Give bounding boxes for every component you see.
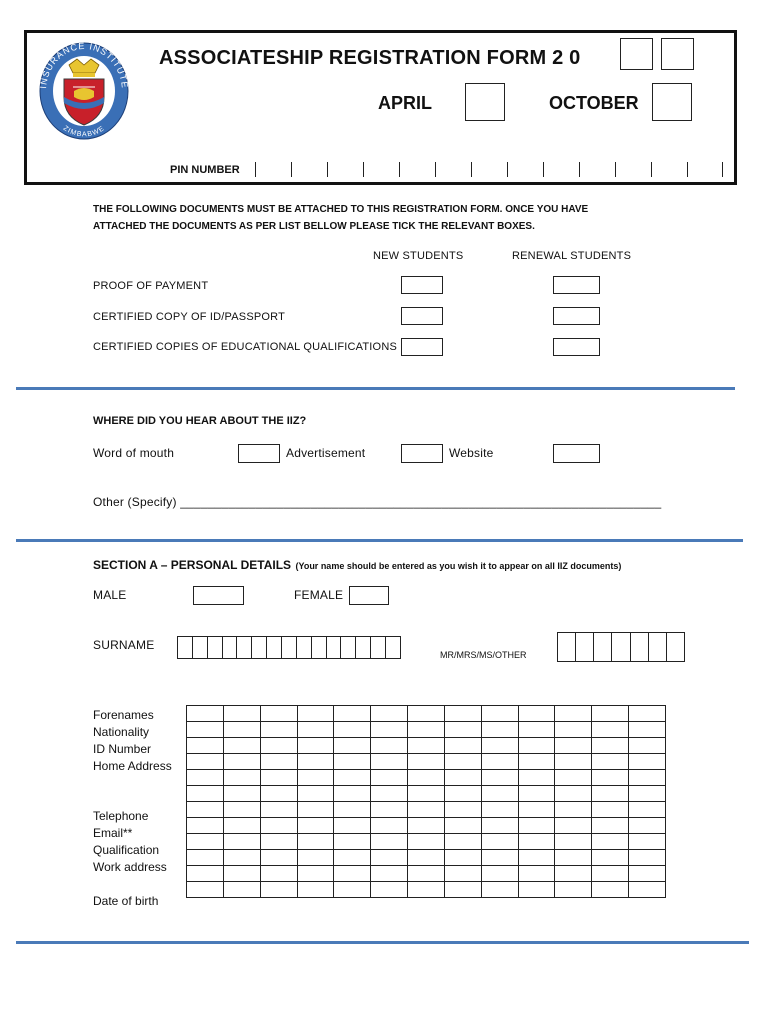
grid-cell[interactable] [260,850,297,866]
word-of-mouth-checkbox[interactable] [238,444,280,463]
grid-cell[interactable] [223,722,260,738]
section-divider-3 [16,941,749,944]
grid-cell[interactable] [187,850,224,866]
grid-cell[interactable] [187,866,224,882]
grid-cell[interactable] [518,866,555,882]
grid-cell[interactable] [555,818,592,834]
grid-cell[interactable] [371,786,408,802]
title-label: MR/MRS/MS/OTHER [440,650,527,660]
grid-cell[interactable] [371,706,408,722]
grid-cell[interactable] [334,722,371,738]
grid-cell[interactable] [518,722,555,738]
surname-label: SURNAME [93,638,155,652]
grid-cell[interactable] [555,770,592,786]
grid-cell[interactable] [592,882,629,898]
grid-row[interactable] [187,738,666,754]
grid-cell[interactable] [444,802,481,818]
instruction-line-2: ATTACHED THE DOCUMENTS AS PER LIST BELLOW PLEASE TICK THE RELEVANT BOXES. [93,221,535,232]
grid-row[interactable] [187,770,666,786]
grid-cell[interactable] [223,850,260,866]
logo-bottom-text: ZIMBABWE [61,124,107,139]
grid-cell[interactable] [518,850,555,866]
grid-row[interactable] [187,786,666,802]
grid-cell[interactable] [334,754,371,770]
grid-row[interactable] [187,834,666,850]
grid-cell[interactable] [592,834,629,850]
grid-cell[interactable] [223,786,260,802]
grid-cell[interactable] [481,882,518,898]
grid-row[interactable] [187,882,666,898]
grid-cell[interactable] [592,786,629,802]
grid-cell[interactable] [629,818,666,834]
form-title: ASSOCIATESHIP REGISTRATION FORM 2 0 [159,47,581,69]
nationality-label: Nationality [93,725,150,739]
grid-cell[interactable] [481,738,518,754]
date-of-birth-label: Date of birth [93,894,159,908]
grid-cell[interactable] [223,754,260,770]
grid-cell[interactable] [334,738,371,754]
grid-cell[interactable] [297,850,334,866]
grid-cell[interactable] [297,882,334,898]
grid-cell[interactable] [223,802,260,818]
grid-cell[interactable] [187,882,224,898]
grid-cell[interactable] [297,802,334,818]
proof-of-payment-new-checkbox[interactable] [401,276,443,294]
qualifications-new-checkbox[interactable] [401,338,443,356]
word-of-mouth-label: Word of mouth [93,446,175,460]
grid-cell[interactable] [408,802,445,818]
grid-cell[interactable] [408,866,445,882]
grid-cell[interactable] [260,754,297,770]
section-a-heading-line [93,556,621,574]
grid-cell[interactable] [555,738,592,754]
grid-cell[interactable] [187,802,224,818]
grid-cell[interactable] [592,738,629,754]
grid-cell[interactable] [444,818,481,834]
hear-about-heading: WHERE DID YOU HEAR ABOUT THE IIZ? [93,415,307,427]
grid-cell[interactable] [334,818,371,834]
advertisement-label: Advertisement [286,446,366,460]
grid-cell[interactable] [187,722,224,738]
april-label: APRIL [378,93,432,113]
grid-cell[interactable] [260,882,297,898]
id-passport-new-checkbox[interactable] [401,307,443,325]
grid-cell[interactable] [334,850,371,866]
grid-cell[interactable] [629,802,666,818]
grid-cell[interactable] [371,738,408,754]
grid-row[interactable] [187,866,666,882]
title-field[interactable] [557,632,685,662]
grid-cell[interactable] [260,866,297,882]
grid-cell[interactable] [408,770,445,786]
grid-cell[interactable] [518,706,555,722]
grid-cell[interactable] [408,722,445,738]
grid-cell[interactable] [334,834,371,850]
grid-cell[interactable] [334,770,371,786]
grid-cell[interactable] [481,850,518,866]
grid-cell[interactable] [334,786,371,802]
section-a-heading: SECTION A – PERSONAL DETAILS [93,558,292,572]
grid-cell[interactable] [629,770,666,786]
grid-cell[interactable] [481,754,518,770]
instruction-line-1: THE FOLLOWING DOCUMENTS MUST BE ATTACHED TO THIS REGISTRATION FORM. ONCE YOU HAVE [93,204,589,215]
pin-number-field[interactable] [255,162,723,177]
grid-cell[interactable] [260,834,297,850]
october-checkbox[interactable] [652,83,692,121]
section-a-note: (Your name should be entered as you wish it to appear on all IIZ documents) [295,561,622,571]
grid-row[interactable] [187,754,666,770]
other-specify-field[interactable]: Other (Specify) ______________________________________________________________________ [93,495,662,509]
grid-cell[interactable] [555,882,592,898]
grid-cell[interactable] [297,754,334,770]
grid-cell[interactable] [371,834,408,850]
grid-cell[interactable] [518,882,555,898]
grid-cell[interactable] [187,770,224,786]
id-passport-renewal-checkbox[interactable] [553,307,600,325]
year-digit-box-2[interactable] [661,38,694,70]
grid-cell[interactable] [371,802,408,818]
grid-cell[interactable] [481,818,518,834]
qualification-label: Qualification [93,843,160,857]
advertisement-checkbox[interactable] [401,444,443,463]
grid-cell[interactable] [260,802,297,818]
grid-cell[interactable] [592,802,629,818]
grid-cell[interactable] [444,866,481,882]
grid-cell[interactable] [297,786,334,802]
grid-cell[interactable] [592,866,629,882]
grid-cell[interactable] [629,706,666,722]
grid-cell[interactable] [592,722,629,738]
october-label: OCTOBER [549,93,639,113]
grid-cell[interactable] [260,722,297,738]
pin-number-label: PIN NUMBER [170,164,240,176]
year-digit-box-1[interactable] [620,38,653,70]
grid-cell[interactable] [408,786,445,802]
grid-cell[interactable] [408,834,445,850]
grid-cell[interactable] [371,882,408,898]
grid-cell[interactable] [187,818,224,834]
grid-cell[interactable] [629,722,666,738]
surname-field[interactable] [177,636,401,659]
svg-text:INSURANCE INSTITUTE [38,41,130,89]
grid-cell[interactable] [297,738,334,754]
grid-cell[interactable] [518,738,555,754]
grid-cell[interactable] [481,866,518,882]
grid-cell[interactable] [592,818,629,834]
grid-cell[interactable] [223,770,260,786]
grid-cell[interactable] [260,770,297,786]
grid-cell[interactable] [408,882,445,898]
grid-cell[interactable] [371,866,408,882]
section-divider-1 [16,387,735,390]
doc-item-qualifications: CERTIFIED COPIES OF EDUCATIONAL QUALIFICATIONS [93,341,397,353]
grid-cell[interactable] [592,754,629,770]
male-checkbox[interactable] [193,586,244,605]
email-label: Email** [93,826,133,840]
grid-cell[interactable] [408,754,445,770]
grid-cell[interactable] [223,818,260,834]
grid-cell[interactable] [629,738,666,754]
grid-cell[interactable] [297,770,334,786]
grid-cell[interactable] [481,770,518,786]
grid-cell[interactable] [555,722,592,738]
grid-cell[interactable] [371,850,408,866]
grid-cell[interactable] [592,850,629,866]
logo-top-text: INSURANCE INSTITUTE [38,40,131,90]
grid-cell[interactable] [297,722,334,738]
website-checkbox[interactable] [553,444,600,463]
doc-item-proof-of-payment: PROOF OF PAYMENT [93,280,209,292]
grid-cell[interactable] [260,738,297,754]
grid-cell[interactable] [444,754,481,770]
grid-cell[interactable] [260,786,297,802]
grid-cell[interactable] [629,850,666,866]
grid-cell[interactable] [371,722,408,738]
personal-details-grid[interactable] [186,705,666,898]
grid-cell[interactable] [518,834,555,850]
grid-cell[interactable] [555,866,592,882]
grid-cell[interactable] [408,706,445,722]
grid-cell[interactable] [297,866,334,882]
grid-row[interactable] [187,802,666,818]
grid-cell[interactable] [223,706,260,722]
grid-cell[interactable] [408,850,445,866]
grid-cell[interactable] [555,706,592,722]
female-label: FEMALE [294,588,344,602]
grid-cell[interactable] [334,882,371,898]
grid-cell[interactable] [555,754,592,770]
grid-cell[interactable] [444,882,481,898]
qualifications-renewal-checkbox[interactable] [553,338,600,356]
grid-cell[interactable] [592,706,629,722]
grid-cell[interactable] [297,706,334,722]
grid-cell[interactable] [297,834,334,850]
grid-cell[interactable] [555,786,592,802]
grid-cell[interactable] [481,834,518,850]
grid-cell[interactable] [518,802,555,818]
grid-cell[interactable] [518,786,555,802]
grid-cell[interactable] [629,754,666,770]
grid-row[interactable] [187,722,666,738]
female-checkbox[interactable] [349,586,389,605]
proof-of-payment-renewal-checkbox[interactable] [553,276,600,294]
grid-cell[interactable] [629,834,666,850]
grid-cell[interactable] [555,850,592,866]
new-students-heading: NEW STUDENTS [373,250,464,262]
personal-details-labels-2 [93,808,167,876]
grid-cell[interactable] [444,786,481,802]
grid-cell[interactable] [334,866,371,882]
svg-text:ZIMBABWE [62,125,107,139]
telephone-label: Telephone [93,809,149,823]
grid-cell[interactable] [187,786,224,802]
home-address-label: Home Address [93,759,172,773]
grid-cell[interactable] [371,770,408,786]
grid-cell[interactable] [444,850,481,866]
grid-cell[interactable] [223,834,260,850]
grid-cell[interactable] [592,770,629,786]
grid-cell[interactable] [444,738,481,754]
grid-cell[interactable] [408,738,445,754]
grid-cell[interactable] [408,818,445,834]
grid-cell[interactable] [223,882,260,898]
grid-row[interactable] [187,818,666,834]
april-checkbox[interactable] [465,83,505,121]
grid-cell[interactable] [223,738,260,754]
grid-row[interactable] [187,850,666,866]
personal-details-labels-1 [93,707,172,775]
forenames-label: Forenames [93,708,154,722]
grid-cell[interactable] [481,786,518,802]
grid-cell[interactable] [223,866,260,882]
grid-cell[interactable] [481,722,518,738]
grid-cell[interactable] [518,818,555,834]
grid-cell[interactable] [629,866,666,882]
grid-cell[interactable] [444,722,481,738]
grid-cell[interactable] [334,706,371,722]
grid-cell[interactable] [555,834,592,850]
male-label: MALE [93,588,127,602]
grid-cell[interactable] [187,754,224,770]
grid-cell[interactable] [481,802,518,818]
grid-cell[interactable] [444,706,481,722]
logo-ring-text [37,39,132,144]
doc-item-id-passport: CERTIFIED COPY OF ID/PASSPORT [93,311,286,323]
section-divider-2 [16,539,743,542]
grid-cell[interactable] [187,738,224,754]
grid-cell[interactable] [444,834,481,850]
grid-cell[interactable] [371,754,408,770]
renewal-students-heading: RENEWAL STUDENTS [512,250,632,262]
grid-cell[interactable] [334,802,371,818]
grid-cell[interactable] [629,786,666,802]
grid-cell[interactable] [187,706,224,722]
website-label: Website [449,446,494,460]
work-address-label: Work address [93,860,167,874]
grid-cell[interactable] [260,818,297,834]
grid-cell[interactable] [371,818,408,834]
grid-cell[interactable] [297,818,334,834]
grid-cell[interactable] [555,802,592,818]
grid-cell[interactable] [444,770,481,786]
grid-cell[interactable] [481,706,518,722]
grid-cell[interactable] [187,834,224,850]
grid-cell[interactable] [518,770,555,786]
grid-cell[interactable] [260,706,297,722]
grid-row[interactable] [187,706,666,722]
grid-cell[interactable] [518,754,555,770]
id-number-label: ID Number [93,742,152,756]
grid-cell[interactable] [629,882,666,898]
